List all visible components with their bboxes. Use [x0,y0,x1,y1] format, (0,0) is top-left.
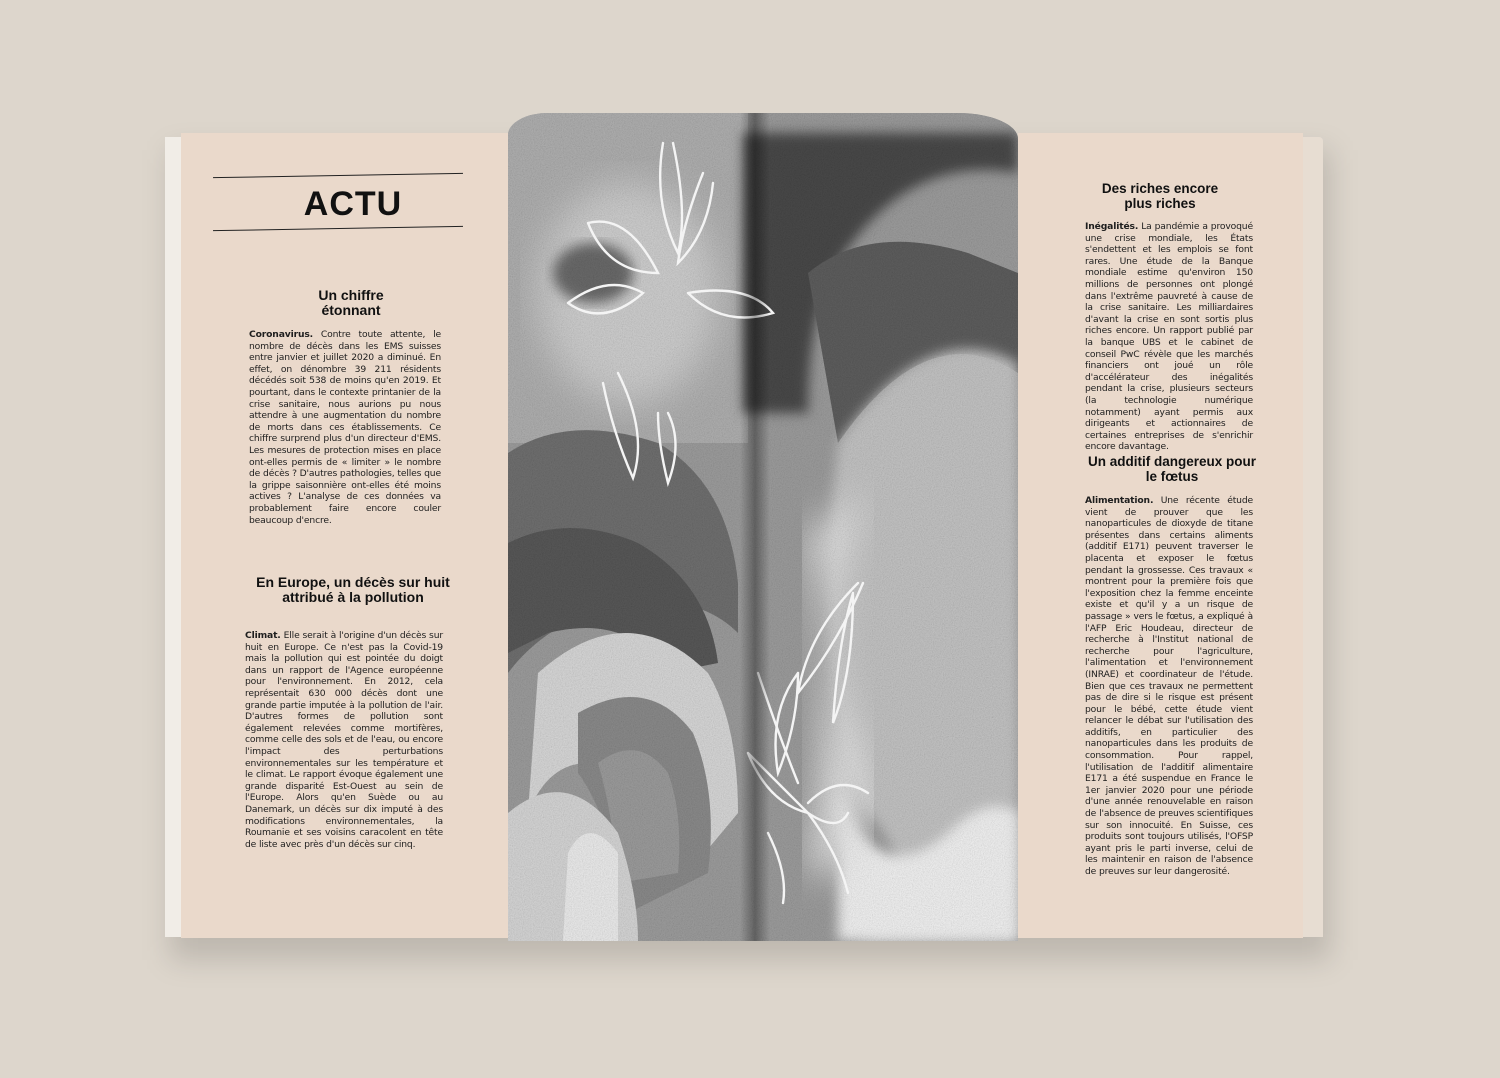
headline-chiffre: Un chiffre étonnant [318,287,384,318]
headline-additif: Un additif dangereux pour le fœtus [1087,454,1256,484]
body-pollution: Elle serait à l'origine d'un décès sur huit en Europe. Ce n'est pas la Covid-19 mais la pollution qui est pointée du doigt dans un rapport de l'Agence européenne pour l'environnement. En 2012, cela représentait 630 000 décès dont une grande partie imputée à la pollution de l'air. D'autres formes de pollution sont également relevées comme mortifères, comme celle des sols et de l'eau, ou encore l'impact des perturbations environnementales sur les température et le climat. Le rapport évoque également une grande disparité Est-Ouest au sein de l'Europe. Alors qu'en Suède ou au Danemark, un décès sur dix imputé à des modifications environnementales, la Roumanie et ses voisins caracolent en tête de liste avec près d'un décès sur cinq. [245,630,443,850]
spine-gutter [740,113,770,941]
lead-climat: Climat. [245,630,281,641]
lead-coronavirus: Coronavirus. [249,329,314,340]
title-rule-bottom [213,226,463,231]
article-riches [1085,221,1253,453]
lead-inegalites: Inégalités. [1085,221,1139,232]
headline-pollution: En Europe, un décès sur huit attribué à la pollution [256,574,450,605]
title-rule-top [213,173,463,178]
left-page [181,133,511,938]
magazine-spread [165,133,1325,953]
article-additif [1085,495,1253,878]
body-additif: Une récente étude vient de prouver que les nanoparticules de dioxyde de titane présentes dans certains aliments (additif E171) peuvent traverser le placenta et exposer le fœtus pendant la grossesse. Ces travaux « montrent pour la première fois que l'exposition chez la femme enceinte existe et qu'il y a un risque de passage » vers le fœtus, a expliqué à l'AFP Eric Houdeau, directeur de recherche à l'Institut national de recherche pour l'agriculture, l'alimentation et l'environnement (INRAE) et coordinateur de l'étude. Bien que ces travaux ne permettent pas de dire si le risque est présent pour le bébé, cette étude vient relancer le débat sur l'utilisation des additifs, en particulier des nanoparticules dans les produits de consommation. Pour rappel, l'utilisation de l'additif alimentaire E171 a été suspendue en France le 1er janvier 2020 pour une période d'une année renouvelable en raison de l'absence de preuves scientifiques sur son innocuité. En Suisse, ces produits sont toujours utilisés, l'OFSP ayant pris le parti inverse, celui de les maintenir en raison de l'absence de preuves sur leur dangerosité. [1085,495,1253,877]
body-riches: La pandémie a provoqué une crise mondiale, les États s'endettent et les emplois se font rares. Une étude de la Banque mondiale estime qu'environ 150 millions de personnes ont plongé dans l'extrême pauvreté à cause de la crise sanitaire. Les milliardaires d'avant la crise en sont sortis plus riches encore. Un rapport publié par la banque UBS et le cabinet de conseil PwC révèle que les marchés financiers ont joué un rôle d'accélérateur des inégalités pendant la crise, plusieurs secteurs (la technologie numérique notamment) ayant permis aux dirigeants et actionnaires de certaines entreprises de s'enrichir encore davantage. [1085,221,1253,453]
headline-riches: Des riches encore plus riches [1101,181,1219,211]
article-chiffre [249,329,441,526]
section-title: ACTU [303,185,403,223]
body-chiffre: Contre toute attente, le nombre de décès dans les EMS suisses entre janvier et juillet 2020 a diminué. En effet, on dénombre 39 211 résidents décédés soit 538 de moins qu'en 2019. Et pourtant, dans le contexte printanier de la crise sanitaire, nous aurions pu nous attendre à une augmentation du nombre de morts dans ces établissements. Ce chiffre surprend plus d'un directeur d'EMS. Les mesures de protection mises en place ont-elles permis de « limiter » le nombre de décès ? D'autres pathologies, telles que la grippe saisonnière ont-elles été moins actives ? L'analyse de ces données va probablement faire encore couler beaucoup d'encre. [249,329,442,526]
article-pollution [245,630,443,850]
right-page [1018,133,1303,938]
lead-alimentation: Alimentation. [1085,495,1154,506]
